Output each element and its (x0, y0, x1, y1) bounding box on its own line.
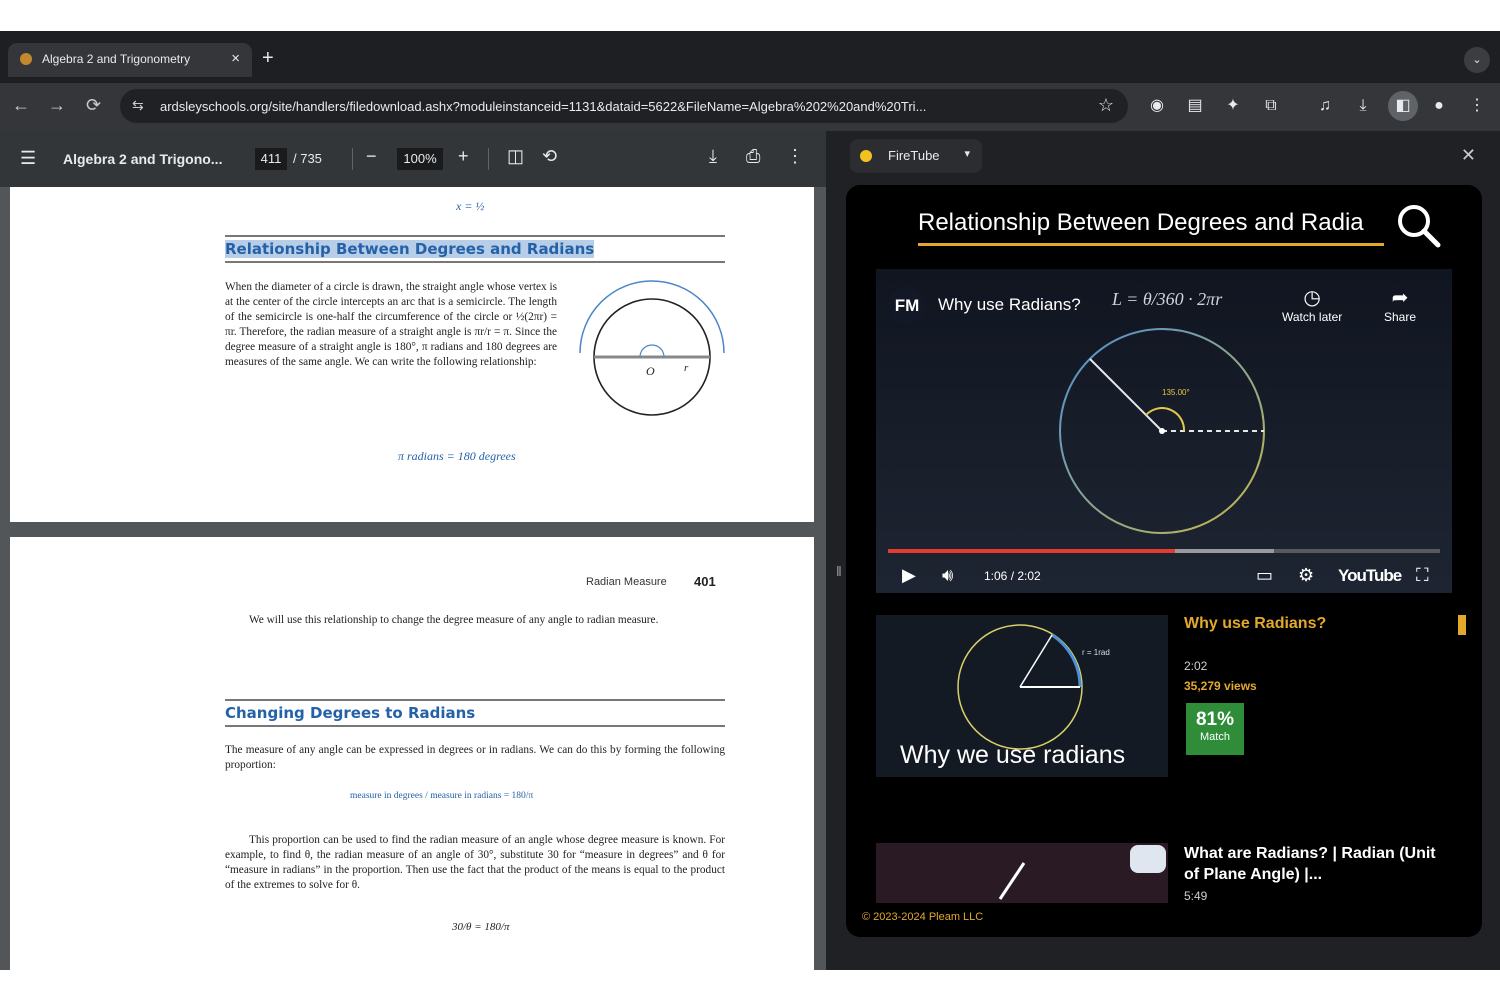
share-button[interactable]: ➦ Share (1384, 287, 1417, 324)
thumbnail-label: r = 1rad (1082, 648, 1110, 657)
pdf-favicon-icon (20, 53, 32, 65)
toolbar-divider (488, 148, 489, 170)
related-duration: 2:02 (1184, 659, 1208, 673)
video-formula: L = θ/360 · 2πr (1112, 289, 1223, 309)
copyright-text: © 2023-2024 Pleam LLC (862, 911, 984, 923)
side-panel-close-icon[interactable]: ✕ (1460, 145, 1476, 165)
match-badge: 81% Match (1186, 703, 1244, 755)
firetube-logo-icon (860, 150, 872, 162)
section-heading: Changing Degrees to Radians (225, 699, 725, 727)
top-equation: x = ½ (456, 199, 485, 213)
settings-gear-icon[interactable]: ⚙ (1298, 565, 1315, 585)
download-button[interactable]: ⤓ (709, 146, 717, 166)
forward-button[interactable]: → (48, 95, 66, 115)
chevron-down-icon[interactable]: ▾ (964, 148, 970, 160)
tab-strip (0, 31, 1500, 83)
toolbar-divider (352, 148, 353, 170)
channel-logo[interactable]: FM (888, 287, 926, 325)
url-text[interactable]: ardsleyschools.org/site/handlers/filedownload.ashx?moduleinstanceid=1131&dataid=5622&FileName=Algebra%202%20and%20Tri... (160, 99, 927, 114)
browser-window (0, 31, 1500, 970)
rotate-icon[interactable]: ⟲ (542, 146, 558, 166)
proportion-equation: measure in degrees / measure in radians = 180/π (350, 791, 534, 801)
browser-toolbar (0, 83, 1500, 131)
angle-label: 135.00° (1162, 388, 1190, 397)
tab-title: Algebra 2 and Trigonometry (42, 52, 191, 66)
side-panel-icon[interactable]: ◧ (1388, 91, 1418, 121)
search-title[interactable]: Relationship Between Degrees and Radia (918, 209, 1384, 246)
side-panel-app-name: FireTube (888, 148, 940, 163)
relation-equation: π radians = 180 degrees (398, 449, 516, 463)
pdf-page (10, 187, 814, 522)
tab-search-button[interactable]: ⌄ (1464, 47, 1490, 73)
youtube-logo[interactable]: YouTube (1338, 566, 1402, 585)
reload-button[interactable]: ⟳ (86, 95, 102, 115)
share-icon: ➦ (1391, 287, 1409, 309)
video-player[interactable] (876, 269, 1452, 593)
extension-icon[interactable]: ▤ (1187, 97, 1203, 114)
media-controls-icon[interactable]: ♫ (1319, 97, 1331, 114)
related-title[interactable]: Why use Radians? (1184, 615, 1327, 632)
side-panel (846, 131, 1500, 970)
resize-grip-icon[interactable]: ‖ (836, 563, 842, 579)
print-button[interactable]: ⎙ (746, 146, 761, 166)
panel-resize-handle[interactable] (836, 131, 846, 970)
figure-center-label: O (646, 364, 655, 378)
page-number-input[interactable]: 411 (255, 148, 287, 170)
fullscreen-icon[interactable]: ⛶ (1416, 565, 1429, 585)
thumbnail-graphic (876, 843, 1168, 903)
play-icon[interactable]: ▶ (902, 565, 916, 585)
captions-icon[interactable]: ▭ (1256, 565, 1274, 585)
semicircle-figure (572, 277, 732, 417)
pdf-title: Algebra 2 and Trigono... (63, 151, 223, 167)
site-info-icon[interactable]: ⇆ (132, 97, 144, 113)
pdf-page (10, 537, 814, 970)
intro-paragraph: We will use this relationship to change the degree measure of any angle to radian measure. (249, 614, 659, 626)
pdf-viewport[interactable] (0, 187, 826, 970)
thumbnail-caption: Why we use radians (900, 741, 1126, 769)
proportion-intro: The measure of any angle can be expressed in degrees or in radians. We can do this by forming the following proportion: (225, 744, 725, 771)
browser-menu-icon[interactable]: ⋮ (1469, 97, 1485, 114)
related-duration: 5:49 (1184, 889, 1208, 903)
extensions-puzzle-icon[interactable]: ⧉ (1265, 97, 1277, 114)
running-head: Radian Measure (586, 576, 667, 588)
video-circle-diagram (1056, 325, 1276, 535)
bookmark-flag-icon[interactable] (1458, 615, 1466, 635)
extension-icon[interactable]: ◉ (1150, 97, 1164, 114)
tab-algebra[interactable] (8, 43, 252, 77)
solve-equation: 30/θ = 180/π (452, 921, 510, 933)
section-heading: Relationship Between Degrees and Radians (225, 235, 725, 263)
section-paragraph: When the diameter of a circle is drawn, the straight angle whose vertex is at the center of the circle intercepts an arc that is a semicircle. The length of the semicircle is one-half the circumference of the circle or ½(2πr) = πr. Therefore, the radian measure of a straight angle is πr/r = π. Since the degree measure of a straight angle is 180°, π radians and 180 degrees are measures of the same angle. We can write the following relationship: (225, 281, 557, 368)
zoom-input[interactable]: 100% (397, 148, 443, 170)
pdf-more-button[interactable]: ⋮ (786, 146, 804, 166)
player-controls (876, 561, 1452, 591)
address-bar[interactable] (120, 89, 1128, 123)
clock-icon: ◷ (1303, 287, 1321, 309)
fit-page-icon[interactable]: ◫ (507, 146, 525, 166)
zoom-out-button[interactable]: − (366, 146, 377, 166)
video-progress-bar[interactable] (888, 549, 1440, 553)
watch-later-button[interactable]: ◷ Watch later (1282, 287, 1343, 324)
figure-radius-label: r (684, 362, 689, 374)
pdf-menu-icon[interactable]: ☰ (20, 148, 37, 168)
proportion-explanation: This proportion can be used to find the radian measure of an angle whose degree measure is known. For example, to find θ, the radian measure of an angle of 30°, substitute 30 for “measure in degrees” and θ for “measure in radians” in the proportion. Then use the fact that the product of the means is equal to the product of the extremes to solve for θ. (225, 834, 725, 891)
bookmark-star-icon[interactable]: ☆ (1097, 95, 1114, 115)
new-tab-button[interactable]: + (262, 47, 274, 69)
zoom-in-button[interactable]: + (458, 146, 469, 166)
related-thumbnail[interactable] (876, 843, 1168, 903)
volume-icon[interactable]: 🔊︎ (942, 565, 954, 585)
page-total: / 735 (293, 151, 322, 166)
video-time: 1:06 / 2:02 (984, 569, 1041, 583)
firetube-card (846, 185, 1482, 937)
page-number-label: 401 (694, 574, 716, 589)
video-title[interactable]: Why use Radians? (938, 295, 1081, 314)
pdf-toolbar (0, 131, 826, 187)
search-icon[interactable] (1396, 203, 1442, 249)
extension-icon[interactable]: ✦ (1226, 97, 1240, 114)
thumbnail-circle-diagram (952, 621, 1112, 751)
profile-avatar-icon[interactable]: ● (1434, 97, 1444, 114)
tab-close-icon[interactable]: × (231, 50, 240, 67)
related-thumbnail[interactable] (876, 615, 1168, 777)
related-views: 35,279 views (1184, 679, 1257, 693)
related-title[interactable]: What are Radians? | Radian (Unit of Plane Angle) |... (1184, 845, 1436, 883)
back-button[interactable]: ← (12, 95, 30, 115)
downloads-icon[interactable]: ⤓ (1359, 97, 1367, 114)
side-panel-app-selector[interactable] (850, 139, 982, 173)
